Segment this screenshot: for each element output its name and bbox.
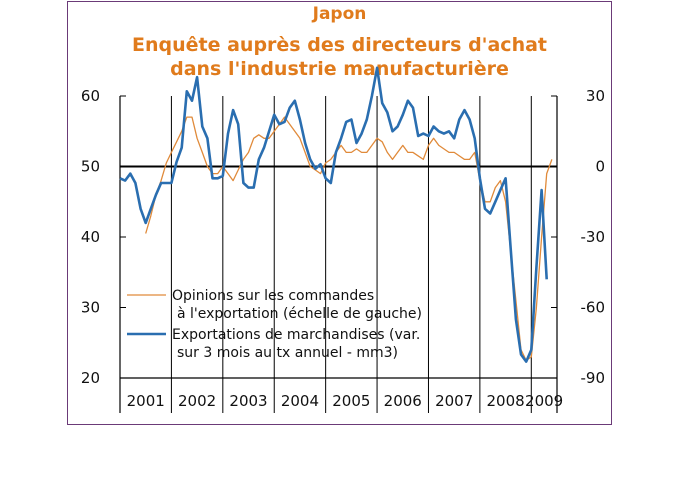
legend-label-1: Opinions sur les commandes (172, 288, 375, 304)
year-label: 2003 (229, 392, 268, 410)
year-label: 2002 (178, 392, 217, 410)
chart-title-line-2: dans l'industrie manufacturière (170, 58, 509, 80)
year-label: 2006 (383, 392, 422, 410)
legend-label-2: Exportations de marchandises (var. (172, 327, 421, 343)
left-tick-label: 50 (80, 157, 100, 176)
right-tick-label: 30 (585, 87, 605, 105)
right-tick-label: -30 (580, 228, 605, 246)
chart-supertitle: Japon (312, 4, 367, 24)
left-tick-label: 40 (80, 228, 100, 246)
year-label: 2005 (332, 392, 371, 410)
year-label: 2007 (435, 392, 474, 410)
chart-title-line-1: Enquête auprès des directeurs d'achat (132, 34, 547, 56)
left-tick-label: 60 (80, 87, 100, 105)
year-label: 2004 (280, 392, 320, 410)
left-tick-label: 20 (80, 369, 100, 387)
right-tick-label: 0 (595, 157, 605, 176)
left-axis-ticks (81, 87, 126, 387)
right-tick-label: -60 (580, 298, 605, 317)
series-line-1 (146, 117, 552, 360)
right-axis-ticks (551, 87, 605, 387)
legend-label-1: à l'exportation (échelle de gauche) (177, 306, 422, 322)
left-tick-label: 30 (80, 298, 100, 317)
year-label: 2009 (525, 392, 564, 410)
year-label: 2001 (126, 392, 165, 410)
x-axis-year-labels (127, 96, 564, 413)
legend-label-2: sur 3 mois au tx annuel - mm3) (177, 345, 398, 361)
right-tick-label: -90 (580, 369, 605, 387)
year-label: 2008 (486, 392, 525, 410)
